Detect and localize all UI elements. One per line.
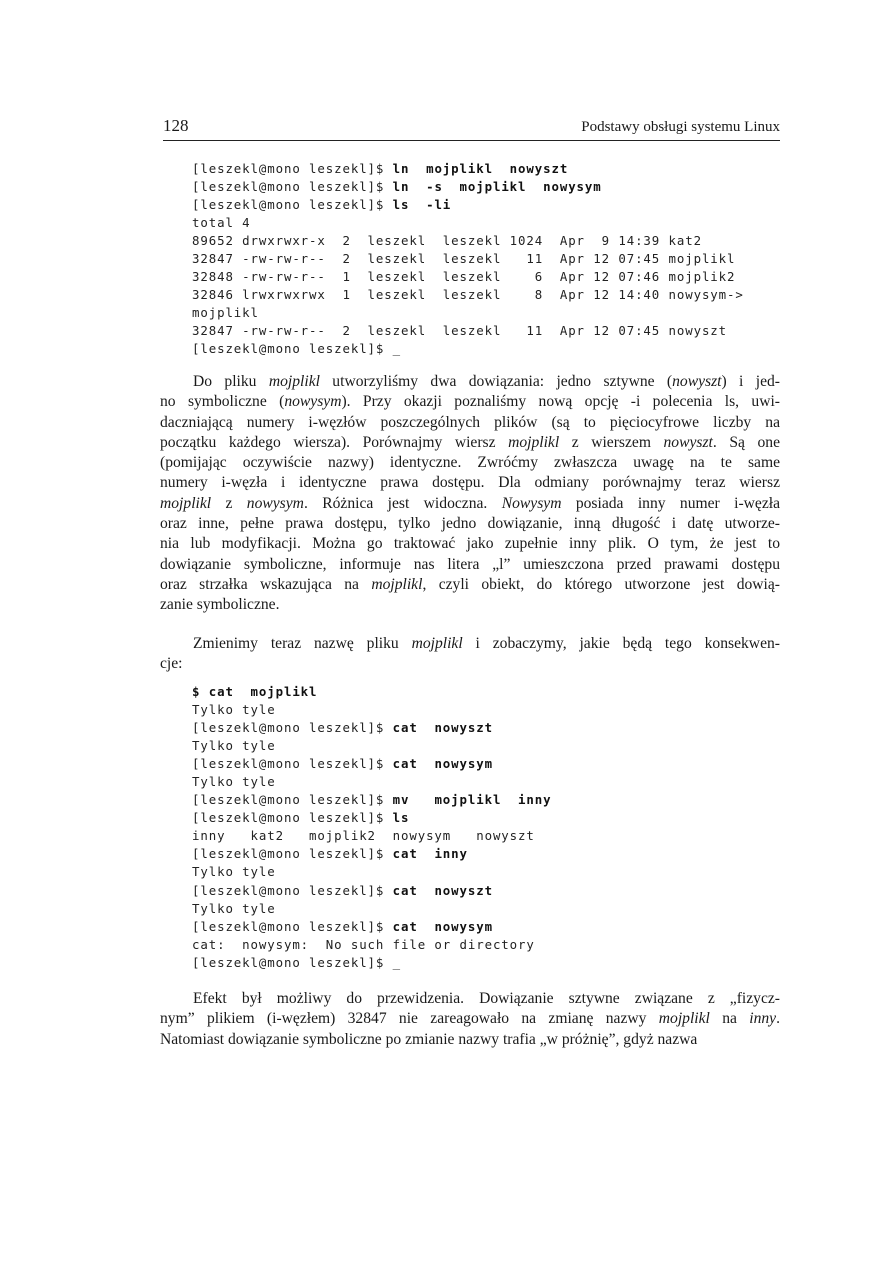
running-title: Podstawy obsługi systemu Linux bbox=[581, 119, 780, 135]
text-run: i zobaczymy, jakie będą tego konsekwen- bbox=[462, 635, 780, 652]
terminal-listing-ln bbox=[192, 160, 792, 359]
code-line bbox=[192, 214, 792, 232]
text-run: [leszekl@mono leszekl]$ bbox=[192, 720, 393, 736]
text-run: dowiązanie symboliczne, informuje nas litera „l” umieszczona przed prawami dostępu bbox=[160, 555, 780, 573]
emphasis-text: nowyszt bbox=[672, 373, 722, 390]
emphasis-text: mojplikl bbox=[658, 1010, 710, 1028]
text-run: nym” plikiem (i-węzłem) 32847 nie zareagowało na zmianę nazwy bbox=[160, 1010, 659, 1028]
command-text: ln mojplikl nowyszt bbox=[392, 161, 569, 176]
text-run: . Są one bbox=[712, 433, 780, 451]
code-line bbox=[192, 755, 792, 773]
text-line bbox=[160, 413, 780, 433]
text-run: [leszekl@mono leszekl]$ bbox=[192, 792, 393, 808]
text-run: Tylko tyle bbox=[192, 774, 276, 790]
code-line bbox=[192, 863, 792, 881]
command-text: $ cat mojplikl bbox=[192, 684, 318, 699]
page-number: 128 bbox=[163, 116, 189, 135]
code-line bbox=[192, 160, 792, 178]
text-line bbox=[160, 654, 780, 674]
emphasis-text: nowyszt bbox=[663, 433, 713, 451]
text-run: początku każdego wiersza). Porównajmy wiersz bbox=[160, 433, 509, 451]
text-run: [leszekl@mono leszekl]$ bbox=[192, 197, 393, 213]
emphasis-text: mojplikl bbox=[508, 433, 560, 451]
command-text: ln -s mojplikl nowysym bbox=[392, 179, 602, 195]
emphasis-text: mojplikl bbox=[371, 575, 423, 593]
code-line bbox=[192, 900, 792, 918]
text-run: [leszekl@mono leszekl]$ bbox=[192, 810, 393, 826]
command-text: cat nowyszt bbox=[392, 882, 493, 898]
text-run: 32846 lrwxrwxrwx 1 leszekl leszekl 8 Apr 12 14:40 nowysym-> bbox=[192, 287, 744, 303]
text-run: [leszekl@mono leszekl]$ bbox=[192, 161, 393, 176]
text-line bbox=[160, 534, 780, 554]
code-line bbox=[192, 791, 792, 809]
text-run: . Różnica jest widoczna. bbox=[303, 494, 502, 512]
text-run: oraz inne, pełne prawa dostępu, tylko jedno dowiązanie, inną długość i datę utworze- bbox=[160, 515, 780, 533]
text-run: Efekt był możliwy do przewidzenia. Dowiązanie sztywne związane z „fizycz- bbox=[193, 990, 780, 1007]
code-line bbox=[192, 936, 792, 954]
text-run: inny kat2 mojplik2 nowysym nowyszt bbox=[192, 828, 535, 844]
text-line bbox=[160, 1009, 780, 1029]
text-line bbox=[160, 494, 780, 514]
text-run: utworzyliśmy dwa dowiązania: jedno sztywne ( bbox=[319, 373, 673, 390]
text-run: Tylko tyle bbox=[192, 702, 276, 718]
text-run: 32847 -rw-rw-r-- 2 leszekl leszekl 11 Apr 12 07:45 mojplikl bbox=[192, 251, 736, 267]
text-line bbox=[160, 634, 780, 654]
command-text: ls -li bbox=[392, 197, 452, 213]
text-run: 32848 -rw-rw-r-- 1 leszekl leszekl 6 Apr 12 07:46 mojplik2 bbox=[192, 269, 736, 285]
text-line bbox=[160, 372, 780, 392]
emphasis-text: nowysym bbox=[284, 393, 342, 411]
text-run: numery i-węzła i identyczne prawa dostępu. Dla odmiany porównajmy teraz wiersz bbox=[160, 474, 780, 492]
text-run: Natomiast dowiązanie symboliczne po zmianie nazwy trafia „w próżnię”, gdyż nazwa bbox=[160, 1030, 698, 1048]
code-line bbox=[192, 683, 792, 701]
text-run: [leszekl@mono leszekl]$ bbox=[192, 179, 393, 195]
text-run: [leszekl@mono leszekl]$ bbox=[192, 918, 393, 934]
command-text: cat nowyszt bbox=[392, 720, 493, 736]
text-run: no symboliczne ( bbox=[160, 393, 285, 411]
code-line bbox=[192, 322, 792, 340]
text-run: mojplikl bbox=[192, 305, 259, 321]
code-line bbox=[192, 954, 792, 972]
code-line bbox=[192, 304, 792, 322]
command-text: ls bbox=[392, 810, 410, 826]
text-run: [leszekl@mono leszekl]$ bbox=[192, 846, 393, 862]
text-run: cat: nowysym: No such file or directory bbox=[192, 936, 535, 952]
code-line bbox=[192, 250, 792, 268]
code-line bbox=[192, 827, 792, 845]
text-run: Do pliku bbox=[193, 373, 269, 390]
text-run: posiada inny numer i-węzła bbox=[561, 494, 781, 512]
text-line bbox=[160, 575, 780, 595]
emphasis-text: mojplikl bbox=[268, 373, 320, 390]
text-run: z wierszem bbox=[559, 433, 664, 451]
code-line bbox=[192, 845, 792, 863]
emphasis-text: nowysym bbox=[246, 494, 304, 512]
text-line bbox=[160, 453, 780, 473]
emphasis-text: Nowysym bbox=[501, 494, 562, 512]
text-run: daczniającą numery i-węzłów poszczególnych plików (są to pięciocyfrowe liczby na bbox=[160, 413, 780, 431]
text-run: , czyli obiekt, do którego utworzone jest dowią- bbox=[422, 575, 780, 593]
code-line bbox=[192, 340, 792, 358]
code-line bbox=[192, 882, 792, 900]
page-header bbox=[163, 116, 780, 141]
paragraph-effect bbox=[160, 989, 780, 1050]
text-line bbox=[160, 433, 780, 453]
text-run: nia lub modyfikacji. Można go traktować jako zupełnie inny plik. O tym, że jest to bbox=[160, 535, 780, 553]
code-line bbox=[192, 918, 792, 936]
emphasis-text: mojplikl bbox=[160, 494, 212, 512]
text-run: z bbox=[211, 494, 247, 512]
text-run: . bbox=[776, 1010, 781, 1028]
emphasis-text: inny bbox=[749, 1010, 777, 1028]
paragraph-links-explanation bbox=[160, 372, 780, 616]
text-line bbox=[160, 595, 780, 615]
text-run: (pomijając oczywiście nazwy) identyczne. Zwróćmy zwłaszcza uwagę na te same bbox=[160, 454, 780, 472]
code-line bbox=[192, 737, 792, 755]
command-text: mv mojplikl inny bbox=[392, 792, 552, 808]
text-run: Zmienimy teraz nazwę pliku bbox=[193, 635, 412, 652]
text-run: [leszekl@mono leszekl]$ bbox=[192, 756, 393, 772]
text-run: 89652 drwxrwxr-x 2 leszekl leszekl 1024 Apr 9 14:39 kat2 bbox=[192, 233, 702, 249]
command-text: cat nowysym bbox=[392, 918, 493, 934]
text-line bbox=[160, 392, 780, 412]
text-line bbox=[160, 473, 780, 493]
text-run: [leszekl@mono leszekl]$ _ bbox=[192, 954, 401, 970]
text-run: Tylko tyle bbox=[192, 864, 276, 880]
text-run: cje: bbox=[160, 655, 183, 673]
terminal-listing-mv bbox=[192, 683, 792, 972]
code-line bbox=[192, 809, 792, 827]
code-line bbox=[192, 268, 792, 286]
text-run: ). Przy okazji poznaliśmy nową opcję -i polecenia ls, uwi- bbox=[341, 393, 780, 411]
command-text: cat nowysym bbox=[392, 756, 493, 772]
code-line bbox=[192, 719, 792, 737]
code-line bbox=[192, 286, 792, 304]
code-line bbox=[192, 178, 792, 196]
text-run: zanie symboliczne. bbox=[160, 596, 280, 614]
code-line bbox=[192, 232, 792, 250]
text-line bbox=[160, 514, 780, 534]
text-run: oraz strzałka wskazująca na bbox=[160, 575, 372, 593]
code-line bbox=[192, 773, 792, 791]
text-run: na bbox=[709, 1010, 750, 1028]
text-run: [leszekl@mono leszekl]$ bbox=[192, 882, 393, 898]
text-line bbox=[160, 989, 780, 1009]
text-line bbox=[160, 555, 780, 575]
paragraph-rename-intro bbox=[160, 634, 780, 675]
text-run: Tylko tyle bbox=[192, 900, 276, 916]
code-line bbox=[192, 701, 792, 719]
text-run: ) i jed- bbox=[721, 373, 780, 390]
code-line bbox=[192, 196, 792, 214]
text-line bbox=[160, 1030, 780, 1050]
text-run: [leszekl@mono leszekl]$ _ bbox=[192, 341, 401, 357]
command-text: cat inny bbox=[392, 846, 468, 862]
text-run: total 4 bbox=[192, 215, 251, 231]
text-run: 32847 -rw-rw-r-- 2 leszekl leszekl 11 Apr 12 07:45 nowyszt bbox=[192, 323, 728, 339]
emphasis-text: mojplikl bbox=[411, 635, 463, 652]
text-run: Tylko tyle bbox=[192, 738, 276, 754]
